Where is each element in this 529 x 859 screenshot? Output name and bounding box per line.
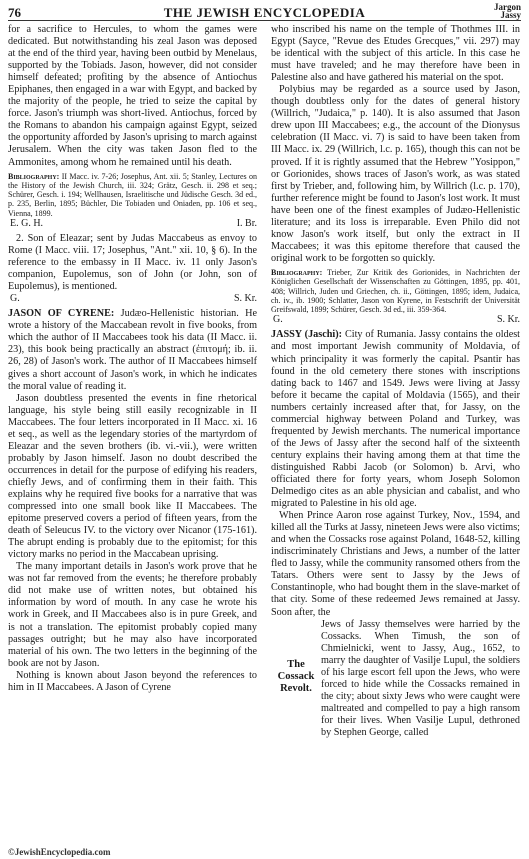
paragraph: for a sacrifice to Hercules, to whom the games were dedicated. But notwithstanding his zeal Jason was deposed at the end of the third year, having been outbid by Menelaus, supported by the Tobiads. Jason, however, did not consider himself defeated; profiting by the absence of Antiochus Epiphanes, then engaged in a war with Egypt, and backed by the majority of the people, he tried to seize the capital by force. Jason's triumph was short-lived. Antiochus, forced by the Romans to abandon his campaign against Egypt, seized the opportunity afforded by Jason's uprising to march against Jerusalem. When the city was taken Jason fled to the Ammonites, among whom he remained until his death. [8, 24, 257, 168]
bibliography-label: Bibliography: [8, 171, 60, 181]
right-column [271, 24, 520, 739]
running-title: THE JEWISH ENCYCLOPEDIA [163, 5, 366, 20]
signature-line [8, 218, 257, 230]
guide-word-last: Jassy [500, 10, 521, 20]
entry-title: JASSY (Jaschi): [271, 329, 343, 341]
bibliography [8, 172, 257, 218]
paragraph: The many important details in Jason's work prove that he was not far removed from the events; he therefore probably did not make use of written notes, but obtained his information by word of mouth. In any case he wrote his work in Greek, and II Maccabees also is in pure Greek, and is not a translation. The epitomist probably copied many passages outright; but he may also have incorporated material of his own. The two letters in the beginning of the book are not by Jason. [8, 561, 257, 669]
bibliography-label: Bibliography: [271, 267, 323, 277]
page-number: 76 [8, 5, 21, 20]
entry-paragraph [8, 308, 257, 392]
signature-code: G. [10, 293, 20, 305]
signature-line [271, 314, 520, 326]
margin-note-line: The [287, 658, 305, 670]
guide-word-first: Jargon [494, 2, 521, 12]
footer-credit: ©JewishEncyclopedia.com [8, 847, 111, 857]
signature-code: G. [273, 314, 283, 326]
signature-author: S. Kr. [496, 314, 520, 326]
signature-line [8, 293, 257, 305]
signature-author: I. Br. [236, 218, 257, 230]
left-column [8, 24, 257, 694]
paragraph: Nothing is known about Jason beyond the references to him in II Maccabees. A Jason of Cyrene [8, 669, 257, 693]
guide-words [494, 3, 521, 19]
signature-author: S. Kr. [233, 293, 257, 305]
entry-title: JASON OF CYRENE: [8, 308, 115, 320]
entry-text: City of Rumania. Jassy contains the oldest and most important Jewish community of Moldavia, of which principality it was formerly the capital. Psantir has found in the old cemetery there stones with inscriptions dating back to 1467 and 1549. Jews were living at Jassy before it became the capital of Moldavia (1565), and their numbers certainly increased after that, for Jassy, on the commercial highway between Poland and Turkey, was frequented by Jewish merchants. The numerical importance of the Jews of Jassy after the second half of the sixteenth century explains their having among them at that time the distinguished Rabbi Jacob (or Solomon) b. Arvi, who officiated there for forty years, whom Joseph Solomon Delmedigo cites as an able physician and cabalist, and who migrated to Palestine in his old age. [271, 329, 521, 510]
paragraph: Polybius may be regarded as a source used by Jason, though doubtless only for the dates of general history (Willrich, "Judaica," p. 140). It is also assumed that Jason drew upon III Maccabees; e.g., the account of the Dionysus celebration (II Macc. vi. 7) is said to have been taken from III Macc. ix. 29 (Willrich, l.c. p. 165), though this can not be proved. If it is rightly assumed that the Hebrew "Yosippon," or Gorionides, shows traces of Jason's work, as was stated first by Trieber, and, following him, by Willrich (l.c. p. 170), further reference might be found to Jason's lost work. It must have been one of the finest examples of Judæo-Hellenistic literature; and its loss is irreparable. Even Philo did not know Jason's work itself, but only the extract in II Maccabees; it was this epitome therefore that caused the original work to be forgotten so quickly. [271, 84, 520, 264]
margin-note-line: Cossack [277, 670, 315, 682]
bibliography-text: II Macc. iv. 7-26; Josephus, Ant. xii. 5; Stanley, Lectures on the History of the Jewish Church, iii. 324; Grätz, Gesch. ii. 298 et seq.; Schürer, Gesch. i. 194; Wellhausen, Israelitische und Jüdische Gesch. 3d ed., p. 235, Berlin, 1895; Büchler, Die Tobiaden und Oniaden, pp. 106 et seq., Vienna, 1899. [8, 171, 257, 218]
signature-code: E. G. H. [10, 218, 44, 230]
paragraph: Jews of Jassy themselves were harried by the Cossacks. When Timush, the son of Chmielnicki, went to Jassy, Aug., 1652, to marry the daughter of Vasilje Lupul, the soldiers of his large escort fell upon the Jews, who were forced to hide while the Cossacks remained in the city; about sixty Jews who were caught were maltreated and compelled to pay a high ransom for their lives. When Vasilje Lupul, dethroned by Stephen George, called [321, 618, 520, 738]
bibliography [271, 268, 520, 314]
paragraph: 2. Son of Eleazar; sent by Judas Maccabeus as envoy to Rome (I Macc. viii. 17; Josephus, "Ant." xii. 10, § 6). In the reference to the embassy in II Macc. iv. 11 only Jason's companion, Eupolemus, son of John (or John, son of Eupolemus), is mentioned. [8, 233, 257, 293]
page-header [8, 2, 521, 22]
bibliography-text: Trieber, Zur Kritik des Gorionides, in Nachrichten der Königlichen Gesellschaft der Wissenschaften zu Göttingen, 1895, pp. 401, 408; Willrich, Juden und Griechen, ch. ii., Göttingen, 1895; idem, Judaica, ch. iv., ib. 1900; Schlatter, Jason von Kyrene, in Festschrift der Universität Greifswald, 1899; Schürer, Gesch. 3d ed., iii. 359-364. [271, 267, 520, 315]
margin-note-line: Revolt. [280, 682, 312, 694]
entry-text: Judæo-Hellenistic historian. He wrote a history of the Maccabean revolt in five books, from which the author of II Maccabees took his data (II Macc. ii. 23), this book being practically an abstract (ἐπιτομή; ib. ii. 26, 28) of Jason's work. The author of II Maccabees himself gives a short account of Jason's work, in which he indicates the moral value of reading it. [8, 308, 257, 392]
entry-paragraph [271, 329, 520, 510]
margin-note-block [271, 619, 520, 739]
paragraph: When Prince Aaron rose against Turkey, Nov., 1594, and killed all the Turks at Jassy, nineteen Jews were also victims; and when the Cossacks rose against Poland, 1648-52, killing indiscriminately Christians and Jews, a number of the latter fled to Jassy, while the community ransomed others from the Tatars. Others were sent to Jassy by the Jews of Constantinople, who had bought them in the slave-market of that city. Some of these redeemed Jews remained at Jassy. Soon after, the [271, 510, 520, 618]
paragraph: Jason doubtless presented the events in fine rhetorical language, his style being still easily recognizable in II Maccabees. The four letters incorporated in II Macc. xi. 16 et seq., as well as the legendary stories of the martyrdom of Eleazar and the seven brothers (ib. vi.-vii.), were written probably by Jason himself. Jason no doubt described the occurrences in detail for the purpose of edifying his readers, chiefly Jews, and of confirming them in their faith. This explains why he required five books for a narrative that was compressed into one small book like II Maccabees. The epitome preserved covers a period of fifteen years, from the death of Seleucus IV. to the victory over Nicanor (175-161). The abrupt ending is probably due to the epitomist; for this victory marks no period in the Maccabean uprising. [8, 392, 257, 561]
margin-note [271, 619, 321, 739]
header-rule [8, 20, 521, 21]
paragraph: who inscribed his name on the temple of Thothmes III. in Egypt (Sayce, "Revue des Etudes Grecques," vii. 297) may be identical with the subject of this article. In this case he must have traveled; and he may therefore have been in Palestine also and have gathered his material on the spot. [271, 24, 520, 84]
